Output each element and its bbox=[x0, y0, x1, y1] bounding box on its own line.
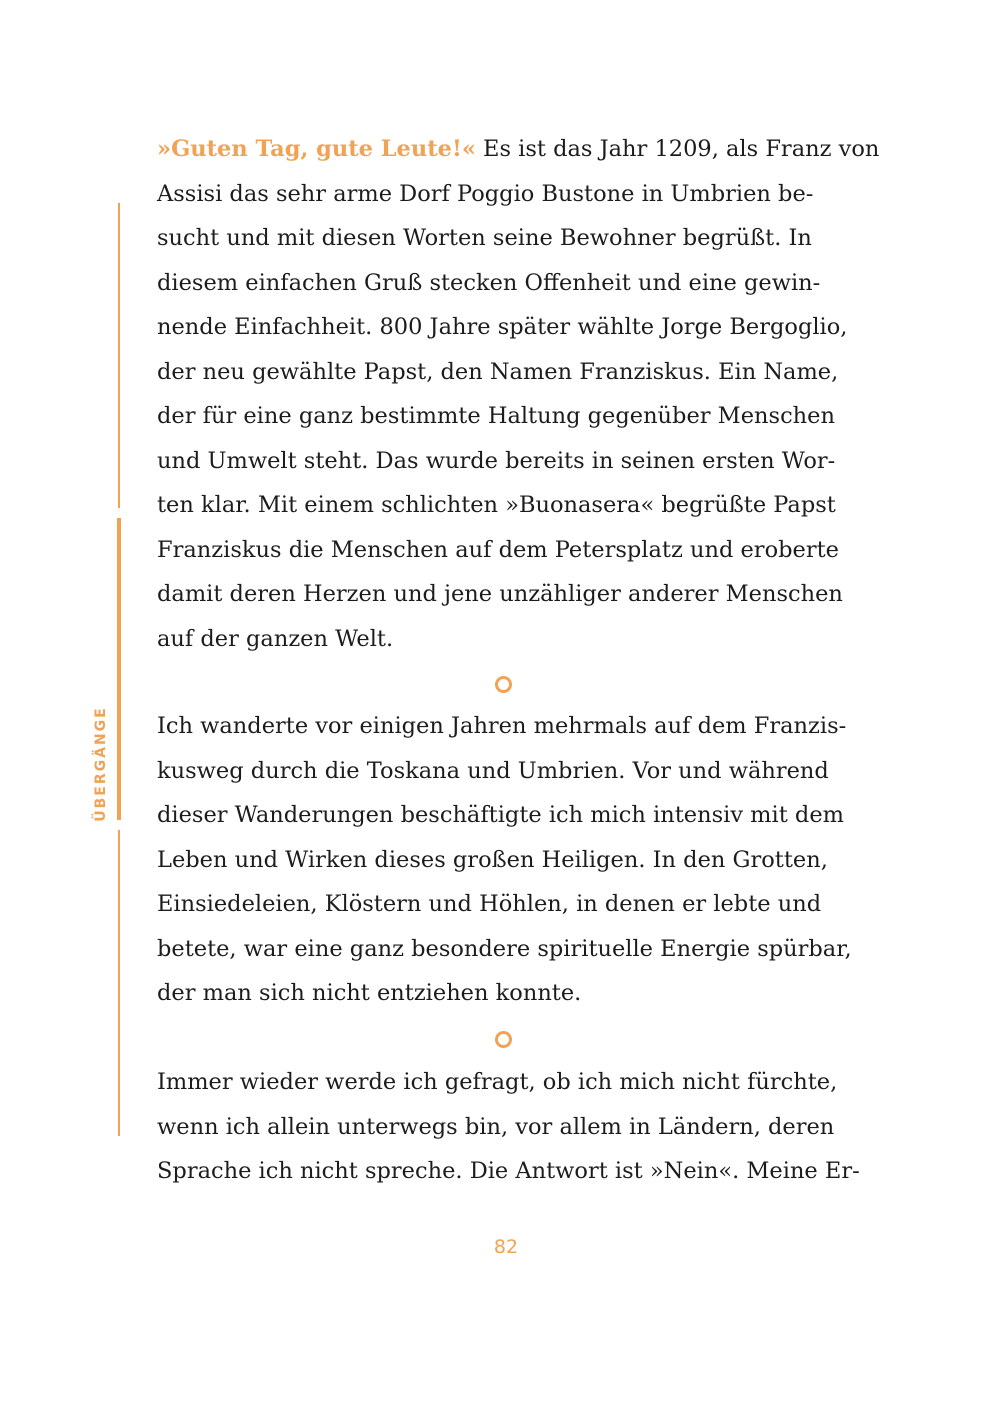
text-line: Sprache ich nicht spreche. Die Antwort ist »Nein«. Meine Er- bbox=[157, 1158, 860, 1184]
side-rail-bottom bbox=[118, 830, 120, 1136]
text-line: der man sich nicht entziehen konnte. bbox=[157, 980, 582, 1006]
side-rail-active bbox=[117, 518, 121, 820]
text-line: »Guten Tag, gute Leute!« Es ist das Jahr 1209, als Franz von bbox=[157, 136, 880, 162]
circle-ornament-icon bbox=[495, 676, 512, 693]
text-line: wenn ich allein unterwegs bin, vor allem in Ländern, deren bbox=[157, 1113, 835, 1140]
text-line: kusweg durch die Toskana und Umbrien. Vor und während bbox=[157, 757, 829, 784]
text-line: Ich wanderte vor einigen Jahren mehrmals auf dem Franzis- bbox=[157, 713, 847, 739]
section-label: ÜBERGÄNGE bbox=[93, 706, 109, 822]
text-line: damit deren Herzen und jene unzähliger anderer Menschen bbox=[157, 581, 843, 607]
text-line: der für eine ganz bestimmte Haltung gegenüber Menschen bbox=[157, 403, 835, 429]
text-line: diesem einfachen Gruß stecken Offenheit und eine gewin- bbox=[157, 269, 821, 296]
text-line: Einsiedeleien, Klöstern und Höhlen, in denen er lebte und bbox=[157, 891, 822, 917]
text-line: ten klar. Mit einem schlichten »Buonasera« begrüßte Papst bbox=[157, 492, 836, 518]
paragraph-3 bbox=[157, 1060, 860, 1194]
text-line: Immer wieder werde ich gefragt, ob ich mich nicht fürchte, bbox=[157, 1069, 838, 1095]
text-line: Franziskus die Menschen auf dem Petersplatz und eroberte bbox=[157, 536, 839, 563]
text-line: Leben und Wirken dieses großen Heiligen. In den Grotten, bbox=[157, 846, 828, 873]
text-line: Assisi das sehr arme Dorf Poggio Bustone in Umbrien be- bbox=[157, 180, 814, 207]
text-line: betete, war eine ganz besondere spirituelle Energie spürbar, bbox=[157, 935, 852, 962]
page-number: 82 bbox=[493, 1236, 519, 1258]
text-line: auf der ganzen Welt. bbox=[157, 625, 394, 652]
lead-in-quote: »Guten Tag, gute Leute!« bbox=[157, 136, 476, 162]
text-line: nende Einfachheit. 800 Jahre später wählte Jorge Bergoglio, bbox=[157, 314, 848, 340]
paragraph-2 bbox=[157, 704, 857, 1016]
text-line: sucht und mit diesen Worten seine Bewohner begrüßt. In bbox=[157, 225, 812, 251]
side-rail-top bbox=[118, 203, 120, 508]
paragraph-1 bbox=[157, 127, 880, 661]
circle-ornament-icon bbox=[495, 1031, 512, 1048]
text-line: dieser Wanderungen beschäftigte ich mich intensiv mit dem bbox=[157, 802, 844, 828]
text-line: und Umwelt steht. Das wurde bereits in seinen ersten Wor- bbox=[157, 447, 836, 474]
text-line: der neu gewählte Papst, den Namen Franziskus. Ein Name, bbox=[157, 358, 839, 385]
